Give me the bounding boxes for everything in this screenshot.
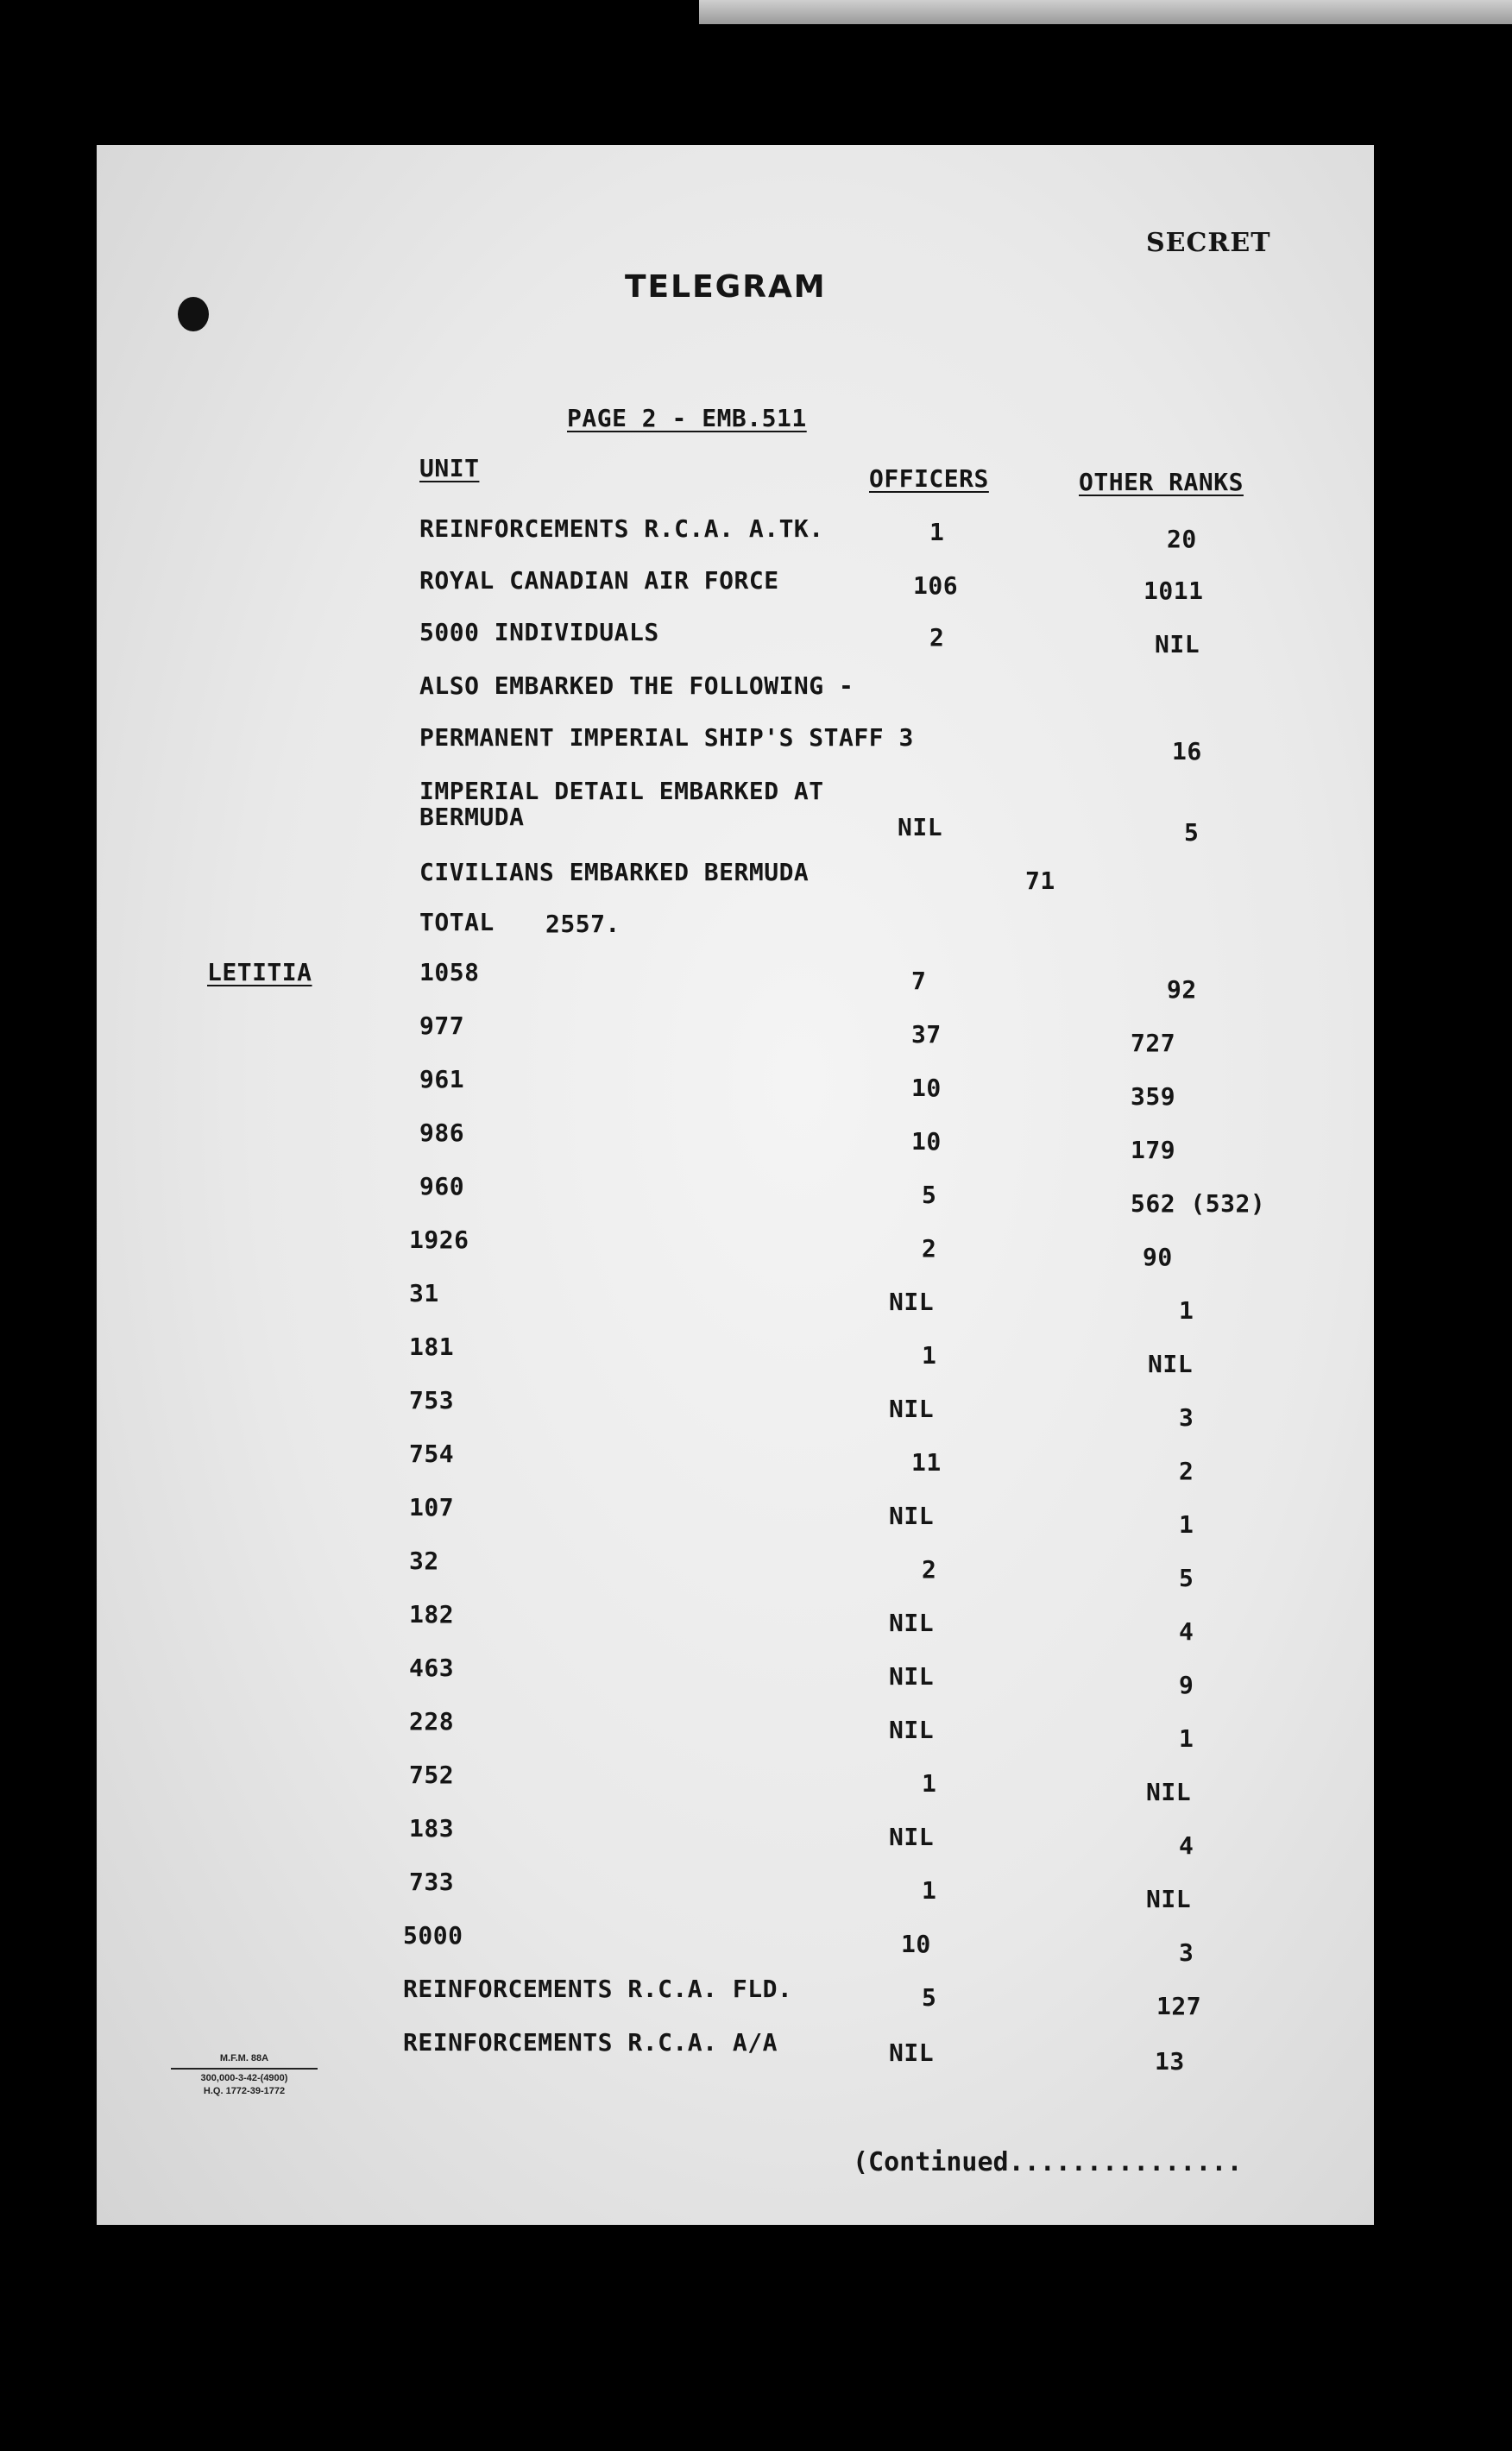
table-row-unit: 733 — [409, 1868, 455, 1896]
table-row-other-ranks: NIL — [1146, 1885, 1192, 1913]
table-row-other-ranks: 727 — [1131, 1029, 1176, 1057]
table-row-officers: 1 — [922, 1876, 937, 1905]
form-stamp-line: H.Q. 1772-39-1772 — [203, 2086, 286, 2096]
table-row-officers: NIL — [889, 1288, 935, 1316]
table-row-unit: 977 — [419, 1011, 465, 1040]
column-header-other-ranks: OTHER RANKS — [1079, 468, 1244, 496]
table-row-officers: 1 — [922, 1769, 937, 1798]
table-row-other-ranks: 562 (532) — [1131, 1189, 1266, 1218]
table-row-unit: REINFORCEMENTS R.C.A. FLD. — [403, 1975, 793, 2003]
table-row-other-ranks: 359 — [1131, 1082, 1176, 1111]
table-row-other-ranks: 1 — [1179, 1296, 1194, 1325]
continued-note: (Continued............... — [853, 2147, 1243, 2177]
table-row-unit: 960 — [419, 1172, 465, 1200]
table-row-officers: 11 — [911, 1448, 942, 1477]
imperial-row-other-ranks: 16 — [1172, 737, 1202, 766]
form-number-stamp — [171, 2052, 318, 2098]
table-row-unit: REINFORCEMENTS R.C.A. A.TK. — [419, 514, 824, 543]
table-row-other-ranks: 13 — [1155, 2047, 1185, 2076]
table-row-officers: NIL — [889, 1823, 935, 1851]
table-row-other-ranks: 9 — [1179, 1671, 1194, 1699]
table-row-officers: 2 — [929, 623, 945, 652]
table-row-unit: 1926 — [409, 1226, 469, 1254]
imperial-row-unit: IMPERIAL DETAIL EMBARKED AT BERMUDA — [419, 777, 824, 831]
table-row-unit: 752 — [409, 1761, 455, 1789]
table-row-unit: 1058 — [419, 958, 480, 986]
table-row-unit: 107 — [409, 1493, 455, 1522]
table-row-unit: 463 — [409, 1654, 455, 1682]
table-row-unit: REINFORCEMENTS R.C.A. A/A — [403, 2028, 778, 2057]
table-row-unit: 182 — [409, 1600, 455, 1629]
table-row-other-ranks: 179 — [1131, 1136, 1176, 1164]
classification-label: SECRET — [1146, 228, 1271, 258]
table-row-unit: 5000 — [403, 1921, 463, 1950]
table-row-officers: 5 — [922, 1181, 937, 1209]
table-row-other-ranks: NIL — [1155, 630, 1200, 658]
column-header-unit: UNIT — [419, 454, 480, 482]
table-row-unit: 961 — [419, 1065, 465, 1093]
column-header-officers: OFFICERS — [869, 464, 989, 493]
table-row-officers: NIL — [889, 1662, 935, 1691]
table-row-unit: 5000 INDIVIDUALS — [419, 618, 659, 646]
table-row-other-ranks: 1 — [1179, 1510, 1194, 1539]
also-embarked-heading: ALSO EMBARKED THE FOLLOWING - — [419, 671, 854, 700]
table-row-officers: 10 — [911, 1127, 942, 1156]
table-row-unit: 228 — [409, 1707, 455, 1736]
table-row-other-ranks: NIL — [1146, 1778, 1192, 1806]
table-row-unit: ROYAL CANADIAN AIR FORCE — [419, 566, 779, 595]
imperial-row-unit: PERMANENT IMPERIAL SHIP'S STAFF 3 — [419, 723, 914, 752]
table-row-other-ranks: 5 — [1179, 1564, 1194, 1592]
table-row-other-ranks: 1 — [1179, 1724, 1194, 1753]
ship-name: LETITIA — [207, 958, 312, 986]
table-row-officers: 1 — [929, 518, 945, 546]
civilians-value: 71 — [1025, 866, 1055, 895]
telegram-page — [97, 145, 1374, 2225]
table-row-officers: NIL — [889, 1716, 935, 1744]
table-row-unit: 183 — [409, 1814, 455, 1843]
table-row-other-ranks: NIL — [1148, 1350, 1194, 1378]
document-title: TELEGRAM — [625, 269, 827, 305]
table-row-other-ranks: 4 — [1179, 1617, 1194, 1646]
table-row-other-ranks: 90 — [1143, 1243, 1173, 1271]
table-row-unit: 181 — [409, 1333, 455, 1361]
imperial-row-other-ranks: 5 — [1184, 818, 1200, 847]
form-stamp-divider — [171, 2068, 318, 2070]
table-row-officers: 37 — [911, 1020, 942, 1049]
total-label: TOTAL — [419, 908, 495, 936]
page-reference: PAGE 2 - EMB.511 — [567, 404, 807, 432]
table-row-other-ranks: 3 — [1179, 1938, 1194, 1967]
table-row-unit: 986 — [419, 1118, 465, 1147]
form-stamp-line: M.F.M. 88A — [219, 2053, 269, 2064]
table-row-officers: 1 — [922, 1341, 937, 1370]
table-row-officers: 2 — [922, 1234, 937, 1263]
table-row-officers: NIL — [889, 1395, 935, 1423]
imperial-row-officers: NIL — [898, 813, 943, 841]
table-row-officers: NIL — [889, 1502, 935, 1530]
civilians-label: CIVILIANS EMBARKED BERMUDA — [419, 858, 810, 886]
scan-edge-strip — [699, 0, 1512, 24]
form-stamp-line: 300,000-3-42-(4900) — [200, 2073, 288, 2083]
table-row-unit: 753 — [409, 1386, 455, 1415]
punch-hole — [178, 297, 209, 331]
table-row-other-ranks: 3 — [1179, 1403, 1194, 1432]
table-row-officers: NIL — [889, 2038, 935, 2067]
table-row-officers: 10 — [901, 1930, 931, 1958]
table-row-officers: 2 — [922, 1555, 937, 1584]
table-row-officers: 7 — [911, 967, 927, 995]
table-row-officers: NIL — [889, 1609, 935, 1637]
table-row-other-ranks: 4 — [1179, 1831, 1194, 1860]
table-row-other-ranks: 127 — [1156, 1992, 1202, 2020]
table-row-unit: 754 — [409, 1440, 455, 1468]
table-row-other-ranks: 1011 — [1143, 577, 1204, 605]
table-row-officers: 5 — [922, 1983, 937, 2012]
table-row-unit: 31 — [409, 1279, 439, 1307]
total-value: 2557. — [545, 910, 621, 938]
table-row-officers: 106 — [913, 571, 959, 600]
table-row-other-ranks: 2 — [1179, 1457, 1194, 1485]
table-row-unit: 32 — [409, 1547, 439, 1575]
table-row-officers: 10 — [911, 1074, 942, 1102]
table-row-other-ranks: 20 — [1167, 525, 1197, 553]
table-row-other-ranks: 92 — [1167, 975, 1197, 1004]
